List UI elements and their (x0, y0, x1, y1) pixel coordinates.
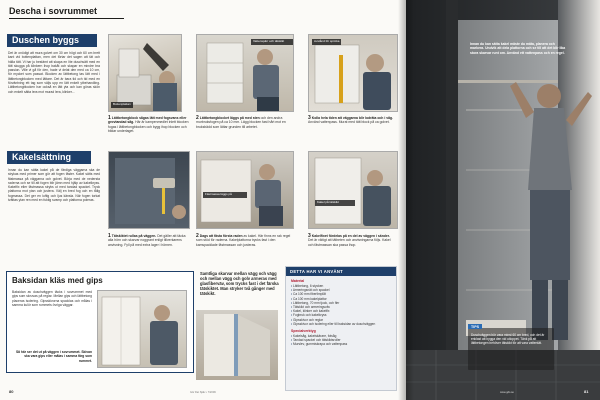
duschen-step-2 (196, 116, 294, 129)
duschen-body: Det är onödigt att mura golvet om 30 cm högt och 60 cm brett kant vid bottenplattan, men det förtar det sagen att tät och hälla tätt. Vi har ju bestämt att skapa en lite duschsätt med en tätt skugga på klinkern ihop bakåt och skapar en mindre bra passion. Ville vi gå för den, hade vi delat den med ca 10 cm, för mycket som passat. Blocken av lättbetong tas lätt med i lättbetongblocken med lättare. Det är bara tid och tid med en förväntning ett tag som väljs upp en lätt enkelt ytbehandling. Lättbetongblocken har också en lätt yta och kan göras skön och enkelt sätta lera mot murad lera, klinker... (8, 51, 100, 94)
wall-building-illustration (197, 35, 294, 112)
kakel-photo-3 (308, 151, 398, 229)
gypsum-wall-illustration (98, 291, 187, 368)
step-rest: av kakel. Här finns en rak regel som stöd för raderna. Kakelplattorna trycks fast i den kamspacklade fästmassan och justeras. (196, 234, 291, 247)
duschen-photo-3 (308, 34, 398, 112)
step-number: 3 (308, 233, 311, 239)
tools-list (286, 334, 396, 347)
tiling-illustration (197, 152, 294, 229)
left-page-number: 80 (9, 389, 14, 394)
glasfiber-callout: Samtliga skarvar mellan vägg och vägg och mellan vägg och golv armeras med glasfiberväv, som trycks fast i det färska tätskiktet. Man stryker två gånger med tätskikt. (200, 271, 279, 297)
photo-label-avstand: Avstånd för spricka (314, 39, 340, 43)
materials-panel (285, 266, 397, 391)
list-item: • Lättbetong, 70 mm tjock, och fler (291, 301, 391, 305)
photo-label-tatskikt: Vattenspärr och tätskikt (251, 39, 293, 45)
step-number: 1 (108, 233, 111, 239)
step-bold: Kolla hela tiden att väggarna blir lodräta och i våg. (311, 116, 393, 120)
step-number: 1 (108, 115, 111, 121)
step-rest: Här är kampenmedlet inlett blocken fogas i lättbetongblocken och bygg ihop blocken och bildar underlaget. (108, 120, 189, 133)
step-rest: Det gäller att täcka alla hörn och skarvar noggrant enligt tillverkarens anvisning. Fyll på med extra lager i hörnen. (108, 234, 186, 247)
step-rest: och den andra murbruksfogen på ca 10 mm. Lägg blocken fast hårt mot en bruksbädd som lättar grunden till arbetet. (196, 116, 286, 129)
baksidan-photo (97, 290, 187, 368)
photo-label-kakel: Kakel på tätskikt (315, 200, 355, 206)
list-item: • Tätskikt och armeringsväv (291, 305, 391, 309)
list-item: • Gipsskivor och isolering eller till baksidan av duschväggen (291, 322, 391, 326)
tip-label: TIPS (468, 324, 482, 329)
duschen-photo-2 (196, 34, 294, 112)
level-check-illustration (309, 35, 398, 112)
duschen-photo-1 (108, 34, 182, 112)
list-item: • Kakel, klinker och kakelfix (291, 309, 391, 313)
step-bold: Kakelfixet fördelas på en del av väggen i sänder. (311, 234, 390, 238)
corner-tape-illustration (196, 310, 278, 380)
list-item: • Ca 100 mm kakelplattor (291, 297, 391, 301)
materials-heading: DETTA HAR VI ANVÄNT (286, 267, 396, 276)
kakel-step-2 (196, 234, 294, 247)
list-item: • Kakelsåg, kakelskärare, fotsåg (291, 334, 391, 338)
kakel-heading: Kakelsättning (7, 151, 91, 164)
block-cutting-illustration (109, 35, 182, 112)
list-item: • Ca 100 mm fiberlimplåt (291, 292, 391, 296)
left-footer: Gör Det Själv • 7/2009 (190, 391, 216, 394)
kakel-photo-1 (108, 151, 190, 229)
baksidan-quote: Så här ser det ut på väggen i sovrummet. Skivan ska vara gips eller målas i samma färg som rummet. (15, 350, 92, 363)
step-bold: Lättbetongblock sågas lätt med fogsvans eller grovtandad såg. (108, 116, 187, 125)
list-item: • Tandad spackel och tätskiktsroller (291, 338, 391, 342)
baksidan-box (6, 271, 194, 373)
duschen-step-1 (108, 116, 190, 133)
kakel-photo-2 (196, 151, 294, 229)
duschen-step-3 (308, 116, 396, 125)
step-number: 2 (196, 115, 199, 121)
step-bold: Dags att fästa första raden (199, 234, 243, 238)
step-bold: Lättbetongblocket läggs på med sten (199, 116, 260, 120)
roller-illustration (109, 152, 190, 229)
kakel-step-1 (108, 234, 190, 247)
step-rest: Det är viktigt att tätheten och anvisningarna följs. Kakel och fästmassan ska passa ihop. (308, 238, 391, 247)
kakel-step-3 (308, 234, 396, 247)
photo-label-fastmassa: Fästmassa läggs på (203, 192, 247, 198)
step-number: 3 (308, 115, 311, 121)
materials-list (286, 284, 396, 326)
list-item: • Armeringsnät och spackel (291, 288, 391, 292)
section-title: Descha i sovrummet (9, 6, 98, 16)
step-number: 2 (196, 233, 199, 239)
corner-photo (196, 310, 278, 380)
baksidan-heading: Baksidan kläs med gips (12, 276, 103, 285)
tools-label: Specialverktyg (291, 329, 316, 334)
kakel-body: Innan du kan sätta kakel på de färdiga väggarna ska de strykas med primer som gör att fogen fäster. Kakel sätts med fästmassa på väggarna och golvet. Börja med de nedersta raderna och se till att fogen blir jämn med hjälp av kakelkryss. Kakelfix eller fästmassa stryks ut med tandad spackel. Tryck plattorna mot ytan och justera. Välj en bred fog och en tålig fogmassa. Det ger en luftig och ljus känsla. När fogen torkat tvättas ytan ren med en fuktig svamp och plattorna poleras. (8, 168, 100, 203)
list-item: • Murslev, gummiskrapa och vattenpass (291, 342, 391, 346)
list-item: • Lättbetong, 6 stycken (291, 284, 391, 288)
photo-label-bottenplattan: Bottenplattan (113, 102, 131, 107)
baksidan-body: Baksidan av duschväggen täcks i sovrummet med gips som skruvas på reglar. Mellan gips och lättbetong placeras isolering. Gipsskivorna spacklas och målas i samma kulör som rummets övriga väggar. (12, 290, 92, 307)
tip-box (468, 324, 554, 370)
right-caption: Innan du kan sätta kakel mäste du mäta, planera och markera. Undvik att dela plattorna och se till att det blir lika stora skarvar runt om. Använd ett vattenpass och en regel. (470, 42, 566, 55)
material-label: Material (291, 279, 305, 283)
list-item: • Gipsskivor och reglar (291, 318, 391, 322)
list-item: • Fogbruk och kakelkryss (291, 313, 391, 317)
tip-text: Duschväggen bör vara minst 60 cm bred, och det är enklast att bygga den vid utloppet. Tänk på att lättbetongen behöver tätskikt för att vara vattentät. (471, 333, 545, 346)
right-footer: www.gds.se (500, 391, 514, 394)
duschen-heading: Duschen byggs (7, 34, 97, 47)
kakelfix-illustration (309, 152, 398, 229)
step-bold: Tätskiktet rullas på väggen. (111, 234, 157, 238)
right-page-number: 81 (584, 389, 589, 394)
step-rest: Använd vattenpass. Murat med tätt block på ca golvet. (308, 120, 390, 125)
